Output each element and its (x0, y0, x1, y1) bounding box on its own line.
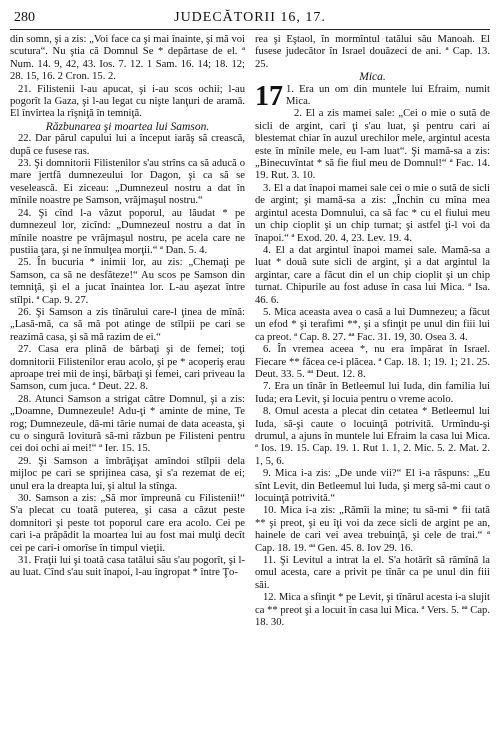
verse: 28. Atunci Samson a strigat către Domnul, şi a zis: „Doamne, Dumnezeule! Adu-ţi * aminte de mine, Te rog; Dumnezeule, dă-mi tărie numai de data aceasta, şi cu o singură lovitură să-mi răzbun pe Filisteni pentru cei doi ochi ai mei!“ ª Ier. 15. 15. (10, 393, 245, 455)
verse: 5. Mica aceasta avea o casă a lui Dumnezeu; a făcut un efod * şi terafimi **, şi a sfinţit pe unul din fiii lui ca preot. ª Cap. 8. 27. ªª Fac. 31. 19, 30. Osea 3. 4. (255, 306, 490, 343)
verse: 27. Casa era plină de bărbaţi şi de femei; toţi domnitorii Filistenilor erau acolo, şi pe * acoperiş erau aproape trei mii de inşi, bărbaţi şi femei, cari priveau la Samson, cum juca. ª Deut. 22. 8. (10, 344, 245, 393)
verse: 30. Samson a zis: „Să mor împreună cu Filistenii!“ S'a plecat cu toată puterea, şi casa a căzut peste domnitori şi peste tot poporul care era acolo. Cei pe cari i-a prăpădit la moartea lui au fost mai mulţi decît cei pe cari-i omorîse în timpul vieţii. (10, 493, 245, 554)
section-heading: Răzbunarea şi moartea lui Samson. (45, 120, 210, 133)
verse: 2. El a zis mamei sale: „Cei o mie o sută de sicli de argint, cari ţi s'au luat, şi pentru cari ai blestemat chiar în auzul urechilor mele, argintul acesta este în mînile mele, eu l-am luat“. Şi mamă-sa a zis: „Binecuvîntat * să fie fiul meu de Domnul!“ ª Fac. 14. 19. Rut. 3. 10. (255, 108, 490, 182)
verse: 10. Mica i-a zis: „Rămîi la mine; tu să-mi * fii tată ** şi preot, şi eu îţi voi da zece sicli de argint pe an, hainele de cari vei avea trebuinţă, şi cele de trai.“ ª Cap. 18. 19. ªª Gen. 45. 8. Iov 29. 16. (255, 505, 490, 554)
left-column (10, 34, 245, 630)
verse: 31. Fraţii lui şi toată casa tatălui său s'au pogorît, şi l-au luat. Cînd s'au suit înapoi, l-au îngropat * între Ţo- (10, 555, 245, 579)
right-column (255, 34, 490, 630)
verse: 3. El a dat înapoi mamei sale cei o mie o sută de sicli de argint; şi mamă-sa a zis: „Închin cu mîna mea argintul acesta Domnului, ca să fac * cu el fiului meu un chip cioplit şi un chip turnat; şi astfel ţi-l voi da înapoi.“ ª Exod. 20. 4, 23. Lev. 19. 4. (255, 182, 490, 244)
chapter-start (255, 80, 490, 112)
continued-text: rea şi Eştaol, în mormîntul tatălui său Manoah. El fusese judecător în Israel douăzeci de ani. ª Cap. 13. 25. (255, 34, 490, 70)
verse: 26. Şi Samson a zis tînărului care-l ţinea de mînă: „Lasă-mă, ca să mă pot atinge de stîlpii pe cari se reazimă casa, şi să mă razim de ei.“ (10, 306, 245, 343)
page-header (10, 8, 490, 30)
chapter-number: 17 (255, 80, 283, 112)
verse: 25. În bucuria * inimii lor, au zis: „Chemaţi pe Samson, ca să ne desfăteze!“ Au scos pe Samson din temniţă, şi el a jucat înaintea lor. L-au aşezat între stîlpi. ª Cap. 9. 27. (10, 257, 245, 306)
verse: 24. Şi cînd l-a văzut poporul, au lăudat * pe dumnezeul lor, zicînd: „Dumnezeul nostru a dat în mînile noastre pe vrăjmaşul nostru, pe acela care ne pustiia ţara, şi ne înmulţea morţii.“ ª Dan. 5. 4. (10, 207, 245, 256)
verse: 21. Filistenii l-au apucat, şi i-au scos ochii; l-au pogorît la Gaza, şi l-au legat cu nişte lanţuri de aramă. El învîrtea la rîşniţă în temniţă. (10, 83, 245, 120)
continued-text: din somn, şi a zis: „Voi face ca şi mai înainte, şi mă voi scutura“. Nu ştia că Domnul Se * depărtase de el. ª Num. 14. 9, 42, 43. Ios. 7. 12. 1 Sam. 16. 14; 18. 12; 28. 15, 16. 2 Cron. 15. 2. (10, 34, 245, 83)
verse: 23. Şi domnitorii Filistenilor s'au strîns ca să aducă o mare jertfă dumnezeului lor Dagon, şi ca să se veselească. Ei ziceau: „Dumnezeul nostru a dat în mînile noastre pe Samson, vrăjmaşul nostru.“ (10, 158, 245, 207)
verse: 6. În vremea aceea *, nu era împărat în Israel. Fiecare ** făcea ce-i plăcea. ª Cap. 18. 1; 19. 1; 21. 25. Deut. 33. 5. ªª Deut. 12. 8. (255, 344, 490, 380)
verse: 7. Era un tînăr în Betleemul lui Iuda, din familia lui Iuda; era Levit, şi locuia pentru o vreme acolo. (255, 381, 490, 405)
page-number: 280 (14, 10, 35, 25)
verse: 12. Mica a sfinţit * pe Levit, şi tînărul acesta i-a slujit ca ** preot şi a locuit în casa lui Mica. ª Vers. 5. ªª Cap. 18. 30. (255, 592, 490, 629)
verse: 9. Mica i-a zis: „De unde vii?“ El i-a răspuns: „Eu sînt Levit, din Betleemul lui Iuda, şi merg să-mi caut o locuinţă potrivită.“ (255, 468, 490, 505)
verse: 4. El a dat argintul înapoi mamei sale. Mamă-sa a luat * două sute sicli de argint, şi a dat argintul la argintar, care a făcut din el un chip cioplit şi un chip turnat. Chipurile au fost aduse în casa lui Mica. ª Isa. 46. 6. (255, 244, 490, 306)
verse-text: 1. Era un om din muntele lui Efraim, numit Mica. (286, 83, 490, 108)
section-heading: Mica. (359, 71, 386, 84)
verse: 29. Şi Samson a îmbrăţişat amîndoi stîlpii dela mijloc pe cari se sprijinea casa, şi s'a rezemat de ei; unul era la dreapta lui, şi altul la stînga. (10, 455, 245, 492)
verse: 11. Şi Levitul a intrat la el. S'a hotărît să rămînă la omul acesta, care a privit pe tînăr ca pe unul din fiii săi. (255, 555, 490, 591)
verse: 22. Dar părul capului lui a început iarăş să crească, după ce fusese ras. (10, 133, 245, 157)
running-title: JUDECĂTORII 16, 17. (174, 10, 326, 25)
text-columns (10, 34, 490, 630)
verse: 8. Omul acesta a plecat din cetatea * Betleemul lui Iuda, să-şi caute o locuinţă potrivită. Urmîndu-şi drumul, a ajuns în muntele lui Efraim la casa lui Mica. ª Ios. 19. 15. Cap. 19. 1. Rut 1. 1, 2. Mic. 5. 2. Mat. 2. 1, 5, 6. (255, 406, 490, 467)
